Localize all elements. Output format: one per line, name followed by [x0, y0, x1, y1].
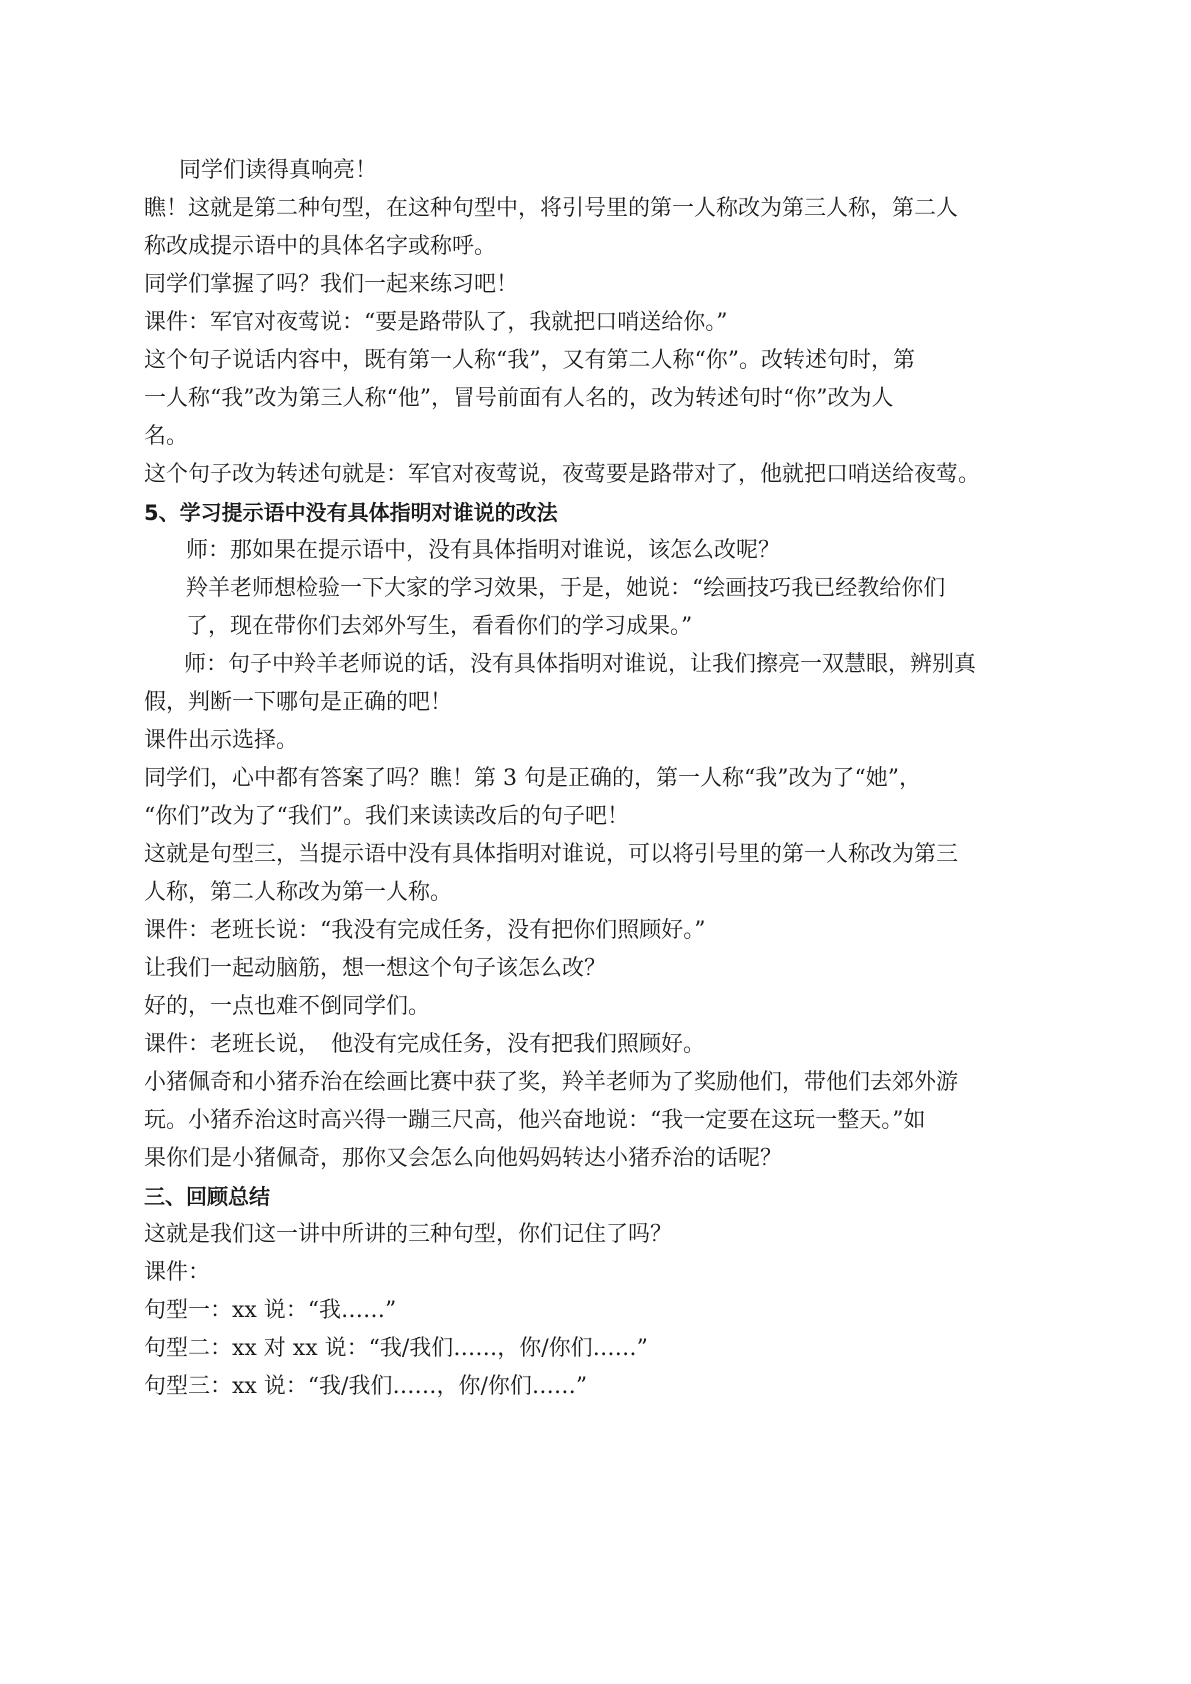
text-line: 同学们读得真响亮！	[179, 158, 378, 183]
text-line: 这就是句型三，当提示语中没有具体指明对谁说，可以将引号里的第一人称改为第三	[144, 842, 959, 867]
text-line: 师：那如果在提示语中，没有具体指明对谁说，该怎么改呢？	[186, 538, 781, 563]
text-line: 果你们是小猪佩奇，那你又会怎么向他妈妈转达小猪乔治的话呢？	[144, 1146, 783, 1171]
text-line: 师：句子中羚羊老师说的话，没有具体指明对谁说，让我们擦亮一双慧眼，辨别真	[184, 652, 977, 677]
text-line: 这就是我们这一讲中所讲的三种句型，你们记住了吗？	[144, 1222, 673, 1247]
text-line: 同学们掌握了吗？我们一起来练习吧！	[144, 272, 519, 297]
text-line: 课件出示选择。	[144, 728, 299, 753]
text-line: 句型三：xx 说：“我/我们……，你/你们……”	[144, 1374, 588, 1399]
text-line: 好的，一点也难不倒同学们。	[144, 994, 431, 1019]
text-line: 名。	[144, 424, 189, 449]
text-line: 羚羊老师想检验一下大家的学习效果，于是，她说：“绘画技巧我已经教给你们	[186, 576, 946, 601]
text-line: 句型二：xx 对 xx 说：“我/我们……，你/你们……”	[144, 1336, 648, 1361]
text-line: 称改成提示语中的具体名字或称呼。	[144, 234, 497, 259]
text-line: 这个句子改为转述句就是：军官对夜莺说，夜莺要是路带对了，他就把口哨送给夜莺。	[144, 462, 981, 487]
text-line: 小猪佩奇和小猪乔治在绘画比赛中获了奖，羚羊老师为了奖励他们，带他们去郊外游	[144, 1070, 959, 1095]
text-line: 一人称“我”改为第三人称“他”，冒号前面有人名的，改为转述句时“你”改为人	[144, 386, 894, 411]
text-line: 课件：老班长说：“我没有完成任务，没有把你们照顾好。”	[144, 918, 706, 943]
text-line: 句型一：xx 说：“我……”	[144, 1298, 397, 1323]
text-line: 同学们，心中都有答案了吗？瞧！第 3 句是正确的，第一人称“我”改为了“她”，	[144, 766, 921, 791]
text-line: 了，现在带你们去郊外写生，看看你们的学习成果。”	[186, 614, 693, 639]
text-line: 这个句子说话内容中，既有第一人称“我”，又有第二人称“你”。改转述句时，第	[144, 348, 915, 373]
text-line: 瞧！这就是第二种句型，在这种句型中，将引号里的第一人称改为第三人称，第二人	[144, 196, 959, 221]
text-line: 课件：老班长说， 他没有完成任务，没有把我们照顾好。	[144, 1032, 706, 1057]
section-heading: 5、学习提示语中没有具体指明对谁说的改法	[144, 501, 558, 525]
text-line: 人称，第二人称改为第一人称。	[144, 880, 453, 905]
text-line: 让我们一起动脑筋，想一想这个句子该怎么改？	[144, 956, 607, 981]
text-line: 课件：军官对夜莺说：“要是路带队了，我就把口哨送给你。”	[144, 310, 728, 335]
text-line: 玩。小猪乔治这时高兴得一蹦三尺高，他兴奋地说：“我一定要在这玩一整天。”如	[144, 1108, 926, 1133]
text-line: 假，判断一下哪句是正确的吧！	[144, 690, 453, 715]
section-heading: 三、回顾总结	[144, 1185, 270, 1209]
document-body	[144, 152, 1064, 1406]
text-line: 课件：	[144, 1260, 211, 1285]
text-line: “你们”改为了“我们”。我们来读读改后的句子吧！	[144, 804, 629, 829]
